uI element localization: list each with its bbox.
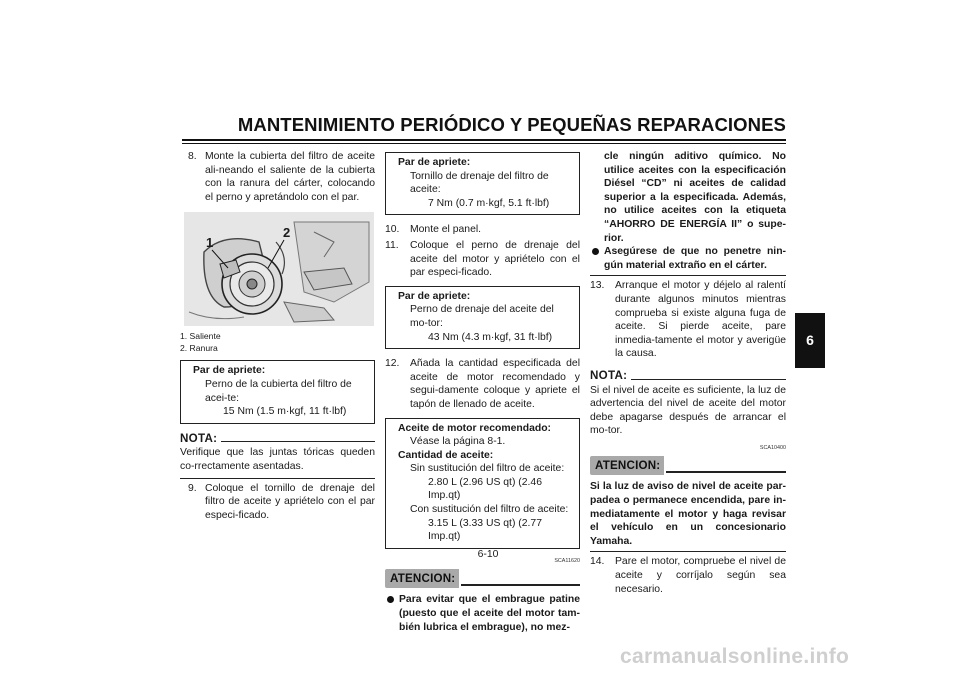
box-value: 43 Nm (4.3 m·kgf, 31 ft·lbf) bbox=[428, 331, 553, 343]
oil-spec-box bbox=[385, 418, 580, 549]
step-text: Monte el panel. bbox=[410, 224, 482, 236]
box-line: Sin sustitución del filtro de aceite: bbox=[410, 463, 565, 475]
step-9 bbox=[180, 482, 375, 523]
step-12 bbox=[385, 357, 580, 411]
caution-code: SCA10400 bbox=[759, 444, 786, 451]
caution-bullet-2: Asegúrese de que no penetre nin-gún material extraño en el cárter. bbox=[590, 245, 786, 272]
step-number: 11. bbox=[385, 239, 399, 251]
page-number: 6-10 bbox=[477, 549, 499, 560]
step-number: 14. bbox=[590, 556, 605, 568]
caution-label: ATENCION: bbox=[590, 456, 664, 476]
step-number: 10. bbox=[385, 224, 400, 236]
step-text: Añada la cantidad especificada del aceite de motor recomendado y segui-damente coloque y apriete el tapón de llenado de aceite. bbox=[410, 358, 580, 410]
callout-1: 1 bbox=[206, 235, 214, 251]
caption-1: 1. Saliente bbox=[180, 331, 221, 342]
box-line: Perno de drenaje del aceite del mo-tor: bbox=[410, 304, 554, 329]
nota-end-rule bbox=[180, 478, 375, 479]
caution-bullet-1: Para evitar que el embrague patine (puesto que el aceite del motor tam-bién lubrica el embrague), no mez- bbox=[385, 593, 580, 634]
torque-box-3 bbox=[385, 286, 580, 349]
step-number: 12. bbox=[385, 358, 400, 370]
step-text: Monte la cubierta del filtro de aceite ali-neando el saliente de la cubierta con la ranura del cárter, colocando el perno y apretándolo con el par. bbox=[205, 151, 375, 203]
box-line: Perno de la cubierta del filtro de acei-te: bbox=[205, 378, 352, 404]
nota-text: Verifique que las juntas tóricas queden co-rrectamente asentadas. bbox=[180, 447, 375, 472]
box-value: 15 Nm (1.5 m·kgf, 11 ft·lbf) bbox=[223, 406, 347, 418]
step-13 bbox=[590, 279, 786, 361]
caution-text: Si la luz de aviso de nivel de aceite par-padea o permanece encendida, pare in-mediatamente el motor y haga revisar el vehículo en un concesionario Yamaha. bbox=[590, 481, 786, 547]
step-11 bbox=[385, 239, 580, 280]
nota-rule bbox=[631, 379, 786, 380]
step-text: Coloque el tornillo de drenaje del filtro de aceite y apriételo con el par especi-ficado. bbox=[205, 482, 375, 521]
caution-end-rule bbox=[590, 551, 786, 552]
engine-drawing bbox=[184, 212, 374, 326]
step-number: 9. bbox=[188, 482, 197, 494]
step-14 bbox=[590, 555, 786, 596]
engine-illustration bbox=[184, 212, 374, 326]
step-8 bbox=[180, 150, 375, 204]
box-line: Con sustitución del filtro de aceite: bbox=[410, 504, 569, 516]
page-title: MANTENIMIENTO PERIÓDICO Y PEQUEÑAS REPARACIONES bbox=[237, 114, 786, 135]
caution-continuation: cle ningún aditivo químico. No utilice aceites con la especificación Diésel “CD” ni aceites de calidad superior a la especificada. Además, no utilice aceites con la etiqueta “AHORRO DE ENERGÍA II” o supe-rior. bbox=[604, 151, 786, 244]
step-10 bbox=[385, 223, 580, 237]
box-heading: Par de apriete: bbox=[398, 157, 471, 168]
box-line: Tornillo de drenaje del filtro de aceite: bbox=[410, 170, 549, 196]
caution-end-rule bbox=[590, 275, 786, 276]
nota-text: Si el nivel de aceite es suficiente, la luz de advertencia del nivel de aceite del motor debe apagarse después de arrancar el mo-tor. bbox=[590, 384, 786, 437]
caution-rule bbox=[666, 471, 786, 473]
torque-box-1 bbox=[180, 360, 375, 423]
caption-2: 2. Ranura bbox=[180, 343, 218, 354]
box-heading: Cantidad de aceite: bbox=[398, 449, 494, 461]
caution-heading bbox=[590, 456, 786, 476]
nota-label: NOTA: bbox=[180, 431, 218, 445]
nota-heading bbox=[590, 369, 786, 383]
box-heading: Par de apriete: bbox=[193, 365, 266, 377]
caution-rule bbox=[461, 584, 580, 586]
callout-2: 2 bbox=[283, 225, 291, 241]
box-heading: Par de apriete: bbox=[398, 290, 471, 302]
column-3 bbox=[590, 150, 786, 598]
nota-rule bbox=[221, 441, 375, 442]
step-number: 8. bbox=[188, 151, 197, 162]
step-number: 13. bbox=[590, 280, 605, 292]
title-rule bbox=[182, 139, 786, 141]
figure-captions bbox=[180, 330, 375, 354]
nota-heading bbox=[180, 432, 375, 446]
title-rule-thin bbox=[182, 143, 786, 144]
caution-code: SCA11620 bbox=[554, 557, 580, 564]
step-text: Coloque el perno de drenaje del aceite del motor y apriételo con el par especi-ficado. bbox=[410, 239, 580, 279]
nota-label: NOTA: bbox=[590, 368, 628, 382]
caution-heading bbox=[385, 569, 580, 589]
box-value: 2.80 L (2.96 US qt) (2.46 Imp.qt) bbox=[428, 476, 542, 502]
torque-box-2 bbox=[385, 152, 580, 215]
column-1 bbox=[180, 150, 375, 524]
box-heading: Aceite de motor recomendado: bbox=[398, 422, 552, 434]
step-text: Pare el motor, compruebe el nivel de aceite y corríjalo según sea necesario. bbox=[615, 556, 786, 595]
chapter-tab: 6 bbox=[795, 313, 825, 368]
step-text: Arranque el motor y déjelo al ralentí durante algunos minutos mientras comprueba si existe alguna fuga de aceite. Si pierde aceite, pare inmedia-tamente el motor y averigüe la causa. bbox=[615, 280, 786, 360]
caution-label: ATENCION: bbox=[385, 569, 459, 589]
box-value: 7 Nm (0.7 m·kgf, 5.1 ft·lbf) bbox=[428, 197, 550, 209]
box-line: Véase la página 8-1. bbox=[410, 436, 506, 448]
box-value: 3.15 L (3.33 US qt) (2.77 Imp.qt) bbox=[428, 517, 542, 543]
watermark: carmanualsonline.info bbox=[620, 645, 850, 668]
